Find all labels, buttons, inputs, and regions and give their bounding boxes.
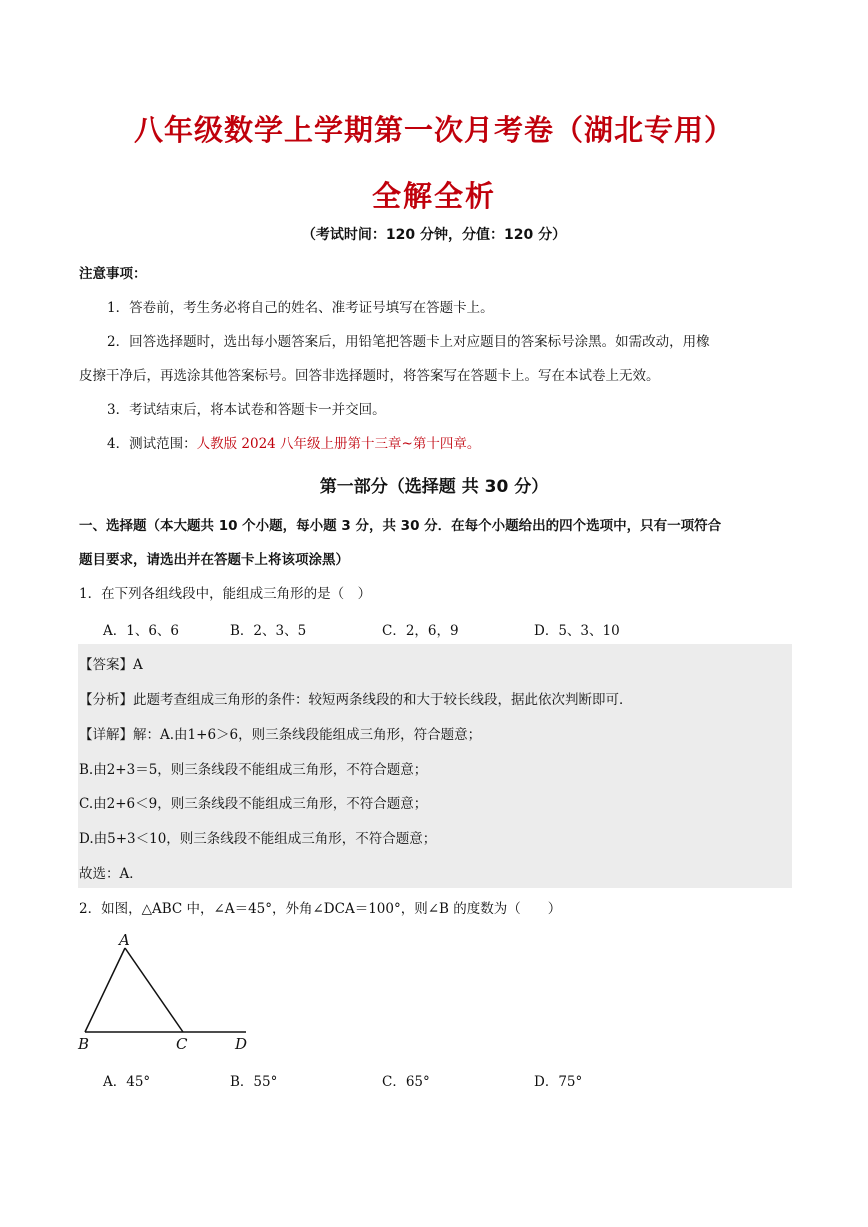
q1-detail-b: B.由2+3＝5，则三条线段不能组成三角形，不符合题意； bbox=[79, 762, 428, 778]
q2-option-d: D．75° bbox=[534, 1074, 583, 1090]
triangle-figure bbox=[70, 925, 270, 1055]
notes-item-2-line-2: 皮擦干净后，再选涂其他答案标号。回答非选择题时，将答案写在答题卡上。写在本试卷上无效。 bbox=[79, 368, 660, 384]
q1-option-d: D．5、3、10 bbox=[534, 623, 620, 639]
q1-conclusion: 故选：A． bbox=[79, 866, 143, 882]
vertex-label-b: B bbox=[78, 1035, 90, 1053]
q2-option-a: A．45° bbox=[103, 1074, 151, 1090]
q1-option-b: B．2、3、5 bbox=[230, 623, 307, 639]
document-subtitle: 全解全析 bbox=[371, 179, 496, 213]
notes-item-4-prefix: 4．测试范围： bbox=[107, 436, 197, 452]
q2-option-b: B．55° bbox=[230, 1074, 278, 1090]
vertex-label-c: C bbox=[176, 1035, 188, 1053]
q1-analysis: 【分析】此题考查组成三角形的条件：较短两条线段的和大于较长线段，据此依次判断即可． bbox=[79, 692, 633, 708]
q2-option-c: C．65° bbox=[382, 1074, 430, 1090]
segment-ab bbox=[85, 948, 125, 1032]
exam-info: （考试时间：120 分钟，分值：120 分） bbox=[301, 227, 567, 243]
notes-item-2-line-1: 2．回答选择题时，选出每小题答案后，用铅笔把答题卡上对应题目的答案标号涂黑。如需改动，用橡 bbox=[107, 334, 710, 350]
notes-item-4 bbox=[107, 432, 480, 452]
q1-detail-c: C.由2+6＜9，则三条线段不能组成三角形，不符合题意； bbox=[79, 796, 428, 812]
section-instruction-line-1: 一、选择题（本大题共 10 个小题，每小题 3 分，共 30 分．在每个小题给出的四个选项中，只有一项符合 bbox=[79, 518, 722, 534]
notes-item-3: 3．考试结束后，将本试卷和答题卡一并交回。 bbox=[107, 402, 386, 418]
section-instruction-line-2: 题目要求，请选出并在答题卡上将该项涂黑） bbox=[79, 552, 349, 568]
q1-detail-a: 【详解】解：A.由1+6＞6，则三条线段能组成三角形，符合题意； bbox=[79, 727, 482, 743]
vertex-label-a: A bbox=[119, 931, 130, 949]
segment-ac bbox=[125, 948, 183, 1032]
vertex-label-d: D bbox=[235, 1035, 248, 1053]
test-range: 人教版 2024 八年级上册第十三章~第十四章。 bbox=[196, 436, 481, 452]
q1-answer: 【答案】A bbox=[79, 657, 143, 673]
q1-detail-d: D.由5+3＜10，则三条线段不能组成三角形，不符合题意； bbox=[79, 831, 437, 847]
q1-stem: 1．在下列各组线段中，能组成三角形的是（ ） bbox=[79, 586, 372, 602]
q1-option-c: C．2，6，9 bbox=[382, 623, 459, 639]
section-heading: 第一部分（选择题 共 30 分） bbox=[319, 477, 549, 497]
document-title: 八年级数学上学期第一次月考卷（湖北专用） bbox=[133, 113, 734, 147]
notes-heading: 注意事项： bbox=[79, 266, 147, 282]
q2-stem: 2．如图，△ABC 中，∠A＝45°，外角∠DCA＝100°，则∠B 的度数为（ ） bbox=[79, 901, 562, 917]
notes-item-1: 1．答卷前，考生务必将自己的姓名、准考证号填写在答题卡上。 bbox=[107, 300, 494, 316]
q1-option-a: A．1、6、6 bbox=[103, 623, 180, 639]
